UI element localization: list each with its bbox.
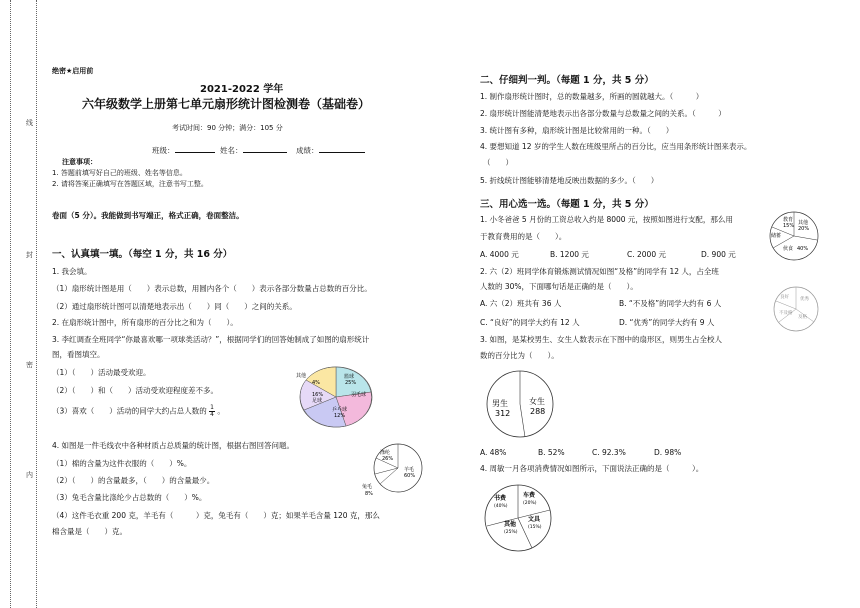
fraction-denominator: 4 (210, 411, 214, 418)
option[interactable]: A. 六（2）班共有 36 人 (480, 299, 562, 308)
notes-item: 2. 请将答案正确填写在答题区域，注意书写工整。 (52, 180, 208, 188)
section-1-title: 一、认真填一填。（每空 1 分，共 16 分） (52, 249, 233, 260)
chart-label: 女生 (529, 397, 545, 406)
option[interactable]: C. “良好”的同学大约有 12 人 (480, 318, 580, 327)
chart-label: 羊毛 (404, 467, 415, 473)
score-field[interactable] (296, 146, 365, 156)
section-2-title: 二、仔细判一判。（每题 1 分，共 5 分） (480, 75, 654, 86)
question-fraction-line (52, 405, 225, 418)
question-text: （4）这件毛衣重 200 克，羊毛有（ ）克，兔毛有（ ）克；如果羊毛含量 120 克，那么 (52, 511, 380, 520)
chart-label: (40%) (494, 504, 508, 509)
binding-dotted-line (36, 0, 37, 608)
option[interactable]: C. 92.3% (592, 448, 626, 457)
question-text: （1）棉的含量为这件衣服的（ ）%。 (52, 459, 192, 468)
question-text: 于教育费用的是（ ）。 (480, 232, 567, 241)
chart-label: 教育 (783, 217, 794, 223)
binding-char: 内 (26, 471, 33, 479)
chart-label: 8% (365, 491, 373, 497)
class-field[interactable] (152, 146, 215, 156)
chart-label: 12% (334, 413, 346, 419)
chart-label: 40% (797, 246, 809, 252)
question-text: 1. 制作扇形统计图时，总的数量越多，所画的圆就越大。（ ） (480, 92, 704, 101)
chart-label: 储蓄 (771, 233, 782, 239)
fraction (209, 405, 215, 418)
question-text: 2. 扇形统计图能清楚地表示出各部分数量与总数量之间的关系。（ ） (480, 109, 726, 118)
chart-label: 涤纶 (380, 450, 391, 456)
question-text: 4. 如图是一件毛线衣中各种材质占总质量的统计图，根据右图回答问题。 (52, 441, 295, 450)
chart-label: 乒乓球 (332, 407, 348, 413)
budget-pie-chart (765, 210, 823, 262)
question-text: 3. 李红调查全班同学“你最喜欢哪一项球类活动？”，根据同学们的回答她制成了如图的扇形统计 (52, 335, 370, 344)
question-text: （3）喜欢（ ）活动的同学大约占总人数的 (52, 406, 207, 416)
question-text: （3）兔毛含量比涤纶少占总数的（ ）%。 (52, 493, 207, 502)
question-text: 人数的 30%，下面哪句话是正确的是（ ）。 (480, 282, 638, 291)
chart-label: 不及格 (779, 311, 793, 316)
binding-char: 密 (26, 361, 33, 369)
fraction-numerator: 1 (210, 404, 214, 411)
question-text: （1）（ ）活动最受欢迎。 (52, 368, 151, 377)
question-text: 1. 小冬爸爸 5 月份的工资总收入约是 8000 元，按照如图进行支配，那么用 (480, 215, 733, 224)
chart-label: 伙食 (783, 246, 794, 252)
option[interactable]: B. 1200 元 (550, 250, 589, 259)
notes-title: 注意事项： (62, 158, 97, 166)
option[interactable]: A. 48% (480, 448, 507, 457)
chart-label: 兔毛 (362, 484, 373, 490)
question-text: （2）（ ）的含量最多，（ ）的含量最少。 (52, 476, 215, 485)
secret-label: 绝密★启用前 (52, 67, 94, 75)
option[interactable]: B. 52% (538, 448, 565, 457)
chart-label: 16% (312, 392, 324, 398)
chart-label: 26% (382, 456, 394, 462)
neatness-line: 卷面（5 分）。我能做到书写端正，格式正确，卷面整洁。 (52, 211, 244, 220)
binding-char: 封 (26, 251, 33, 259)
chart-label: 25% (345, 380, 357, 386)
chart-label: (20%) (523, 501, 537, 506)
sport-pie-chart (770, 284, 822, 334)
score-label: 成绩： (296, 146, 319, 155)
exam-year: 2021-2022 学年 (200, 84, 284, 95)
chart-label: 288 (530, 407, 546, 416)
binding-dotted-line (10, 0, 11, 608)
exam-info: 考试时间：90 分钟；满分：105 分 (172, 124, 283, 132)
wool-pie-chart (362, 440, 424, 498)
option[interactable]: B. “不及格”的同学大约有 6 人 (619, 299, 722, 308)
exam-title: 六年级数学上册第七单元扇形统计图检测卷（基础卷） (82, 97, 371, 111)
chart-label: 其他 (798, 220, 809, 226)
chart-label: (15%) (528, 525, 542, 530)
chart-label: 良好 (780, 295, 789, 300)
chart-label: 及格 (798, 315, 807, 320)
question-text: （2）通过扇形统计图可以清楚地表示出（ ）同（ ）之间的关系。 (52, 302, 297, 311)
option[interactable]: C. 2000 元 (627, 250, 666, 259)
chart-label: 60% (404, 473, 416, 479)
question-text: 棉含量是（ ）克。 (52, 527, 127, 536)
question-text: 1. 我会填。 (52, 267, 92, 276)
option[interactable]: D. “优秀”的同学大约有 9 人 (619, 318, 715, 327)
chart-label: 男生 (492, 399, 508, 408)
chart-label: 其他 (504, 521, 517, 528)
students-pie-chart (484, 368, 556, 440)
chart-label: (25%) (504, 530, 518, 535)
chart-label: 优秀 (800, 297, 809, 302)
question-text: （1）扇形统计图是用（ ）表示总数，用圆内各个（ ）表示各部分数量占总数的百分比。 (52, 284, 372, 293)
spend-pie-chart (482, 482, 554, 554)
chart-label: 4% (312, 380, 320, 386)
chart-label: 篮球 (344, 374, 355, 380)
question-text: 2. 在扇形统计图中，所有扇形的百分比之和为（ ）。 (52, 318, 238, 327)
chart-label: 车费 (523, 492, 536, 499)
question-text: 数的百分比为（ ）。 (480, 351, 559, 360)
chart-label: 文具 (528, 516, 541, 523)
chart-label: 312 (495, 409, 511, 418)
chart-label: 其他 (296, 373, 307, 379)
binding-char: 线 (26, 119, 33, 127)
question-text: 4. 要想知道 12 岁的学生人数在班级里所占的百分比，应当用条形统计图来表示。 (480, 142, 752, 151)
option[interactable]: D. 98% (654, 448, 682, 457)
binding-margin (0, 0, 44, 608)
chart-label: 15% (783, 223, 795, 229)
question-text: 4. 周敏一月各项消费情况如图所示，下面说法正确的是（ ）。 (480, 464, 704, 473)
class-label: 班级： (152, 146, 175, 155)
question-text: 2. 六（2）班同学体育锻炼测试情况如图“及格”的同学有 12 人，占全班 (480, 267, 719, 276)
question-text: 。 (217, 406, 225, 416)
ball-pie-chart (296, 364, 376, 430)
question-text: （ ） (483, 158, 513, 167)
chart-label: 书费 (494, 495, 507, 502)
notes-item: 1. 答题前填写好自己的班级、姓名等信息。 (52, 169, 187, 177)
option[interactable]: A. 4000 元 (480, 250, 519, 259)
chart-label: 足球 (312, 398, 323, 404)
question-text: 3. 如图，是某校男生、女生人数表示在下图中的扇形区，则男生占全校人 (480, 335, 723, 344)
question-text: 3. 统计图有多种，扇形统计图是比较常用的一种。（ ） (480, 126, 674, 135)
chart-label: 羽毛球 (351, 392, 367, 398)
name-field[interactable] (220, 146, 287, 156)
option[interactable]: D. 900 元 (701, 250, 736, 259)
question-text: 5. 折线统计图能够清楚地反映出数据的多少。（ ） (480, 176, 659, 185)
question-text: （2）（ ）和（ ）活动受欢迎程度差不多。 (52, 386, 219, 395)
section-3-title: 三、用心选一选。（每题 1 分，共 5 分） (480, 199, 654, 210)
question-text: 图，看图填空。 (52, 350, 105, 359)
chart-label: 20% (798, 226, 810, 232)
name-label: 姓名： (220, 146, 243, 155)
